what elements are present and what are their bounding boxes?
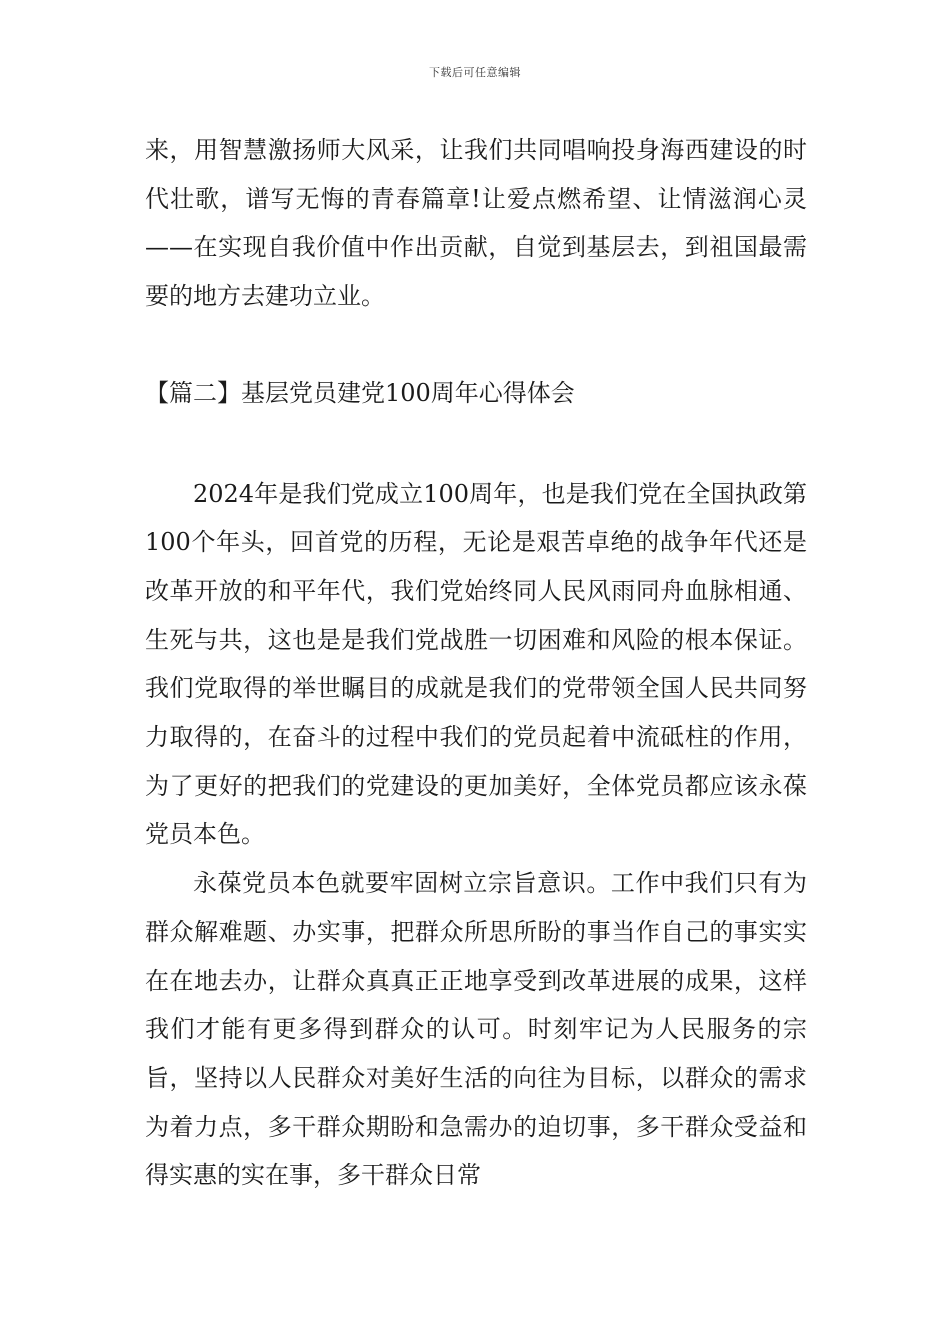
- document-body: [145, 126, 807, 1200]
- spacer: [145, 418, 807, 470]
- spacer: [145, 321, 807, 369]
- body-paragraph: 永葆党员本色就要牢固树立宗旨意识。工作中我们只有为群众解难题、办实事，把群众所思所盼的事当作自己的事实实在在地去办，让群众真真正正地享受到改革进展的成果，这样我们才能有更多得到群众的认可。时刻牢记为人民服务的宗旨，坚持以人民群众对美好生活的向往为目标，以群众的需求为着力点，多干群众期盼和急需办的迫切事，多干群众受益和得实惠的实在事，多干群众日常: [145, 869, 807, 1190]
- body-paragraph: 2024年是我们党成立100周年，也是我们党在全国执政第100个年头，回首党的历程，无论是艰苦卓绝的战争年代还是改革开放的和平年代，我们党始终同人民风雨同舟血脉相通、生死与共，这也是是我们党战胜一切困难和风险的根本保证。我们党取得的举世瞩目的成就是我们的党带领全国人民共同努力取得的，在奋斗的过程中我们的党员起着中流砥柱的作用，为了更好的把我们的党建设的更加美好，全体党员都应该永葆党员本色。: [145, 479, 807, 849]
- intro-paragraph: 来，用智慧激扬师大风采，让我们共同唱响投身海西建设的时代壮歌，谱写无悔的青春篇章!让爱点燃希望、让情滋润心灵——在实现自我价值中作出贡献，自觉到基层去，到祖国最需要的地方去建功立业。: [145, 136, 807, 311]
- section-heading: 【篇二】基层党员建党100周年心得体会: [145, 378, 575, 407]
- page-header-note: 下载后可任意编辑: [429, 66, 521, 79]
